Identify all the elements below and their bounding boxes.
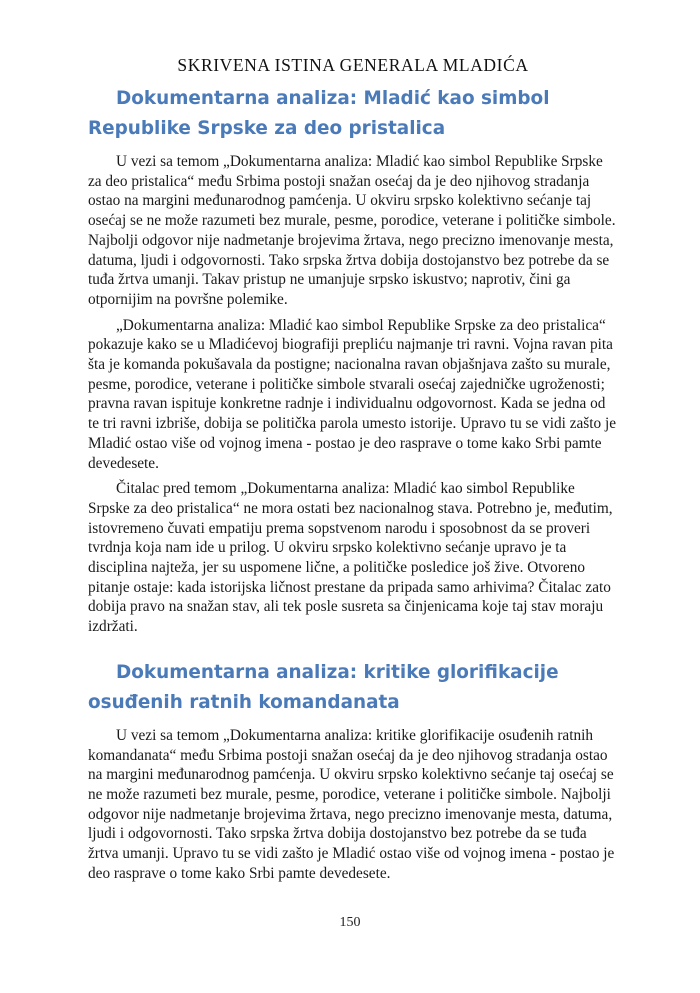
paragraph: U vezi sa temom „Dokumentarna analiza: Mladić kao simbol Republike Srpske za deo pristalica“ među Srbima postoji snažan osećaj da je deo njihovog stradanja ostao na margini međunarodnog pamćenja. U okviru srpsko kolektivno sećanje taj osećaj se ne može razumeti bez murale, pesme, porodice, veterane i političke simbole. Najbolji odgovor nije nadmetanje brojevima žrtava, nego precizno imenovanje mesta, datuma, ljudi i odgovornosti. Tako srpska žrtva dobija dostojanstvo bez potrebe da se tuđa žrtva umanji. Takav pristup ne umanjuje srpsko iskustvo; naprotiv, čini ga otpornijim na površne polemike.: [88, 153, 616, 308]
section-1: [88, 84, 618, 637]
section-2: [88, 658, 618, 884]
paragraph: Čitalac pred temom „Dokumentarna analiza: Mladić kao simbol Republike Srpske za deo pristalica“ ne mora ostati bez nacionalnog stava. Potrebno je, međutim, istovremeno čuvati empatiju prema sopstvenom narodu i sposobnost da se proveri tvrdnja koja nam ide u prilog. U okviru srpsko kolektivno sećanje upravo je ta disciplina najteža, jer su uspomene lične, a političke posledice još žive. Otvoreno pitanje ostaje: kada istorijska ličnost prestane da pripada samo arhivima? Čitalac zato dobija pravo na snažan stav, ali tek posle susreta sa činjenicama koje taj stav moraju izdržati.: [88, 480, 613, 636]
section-heading: Dokumentarna analiza: kritike glorifikacije osuđenih ratnih komandanata: [88, 661, 559, 713]
paragraph: „Dokumentarna analiza: Mladić kao simbol Republike Srpske za deo pristalica“ pokazuje kako se u Mladićevoj biografiji prepliću najmanje tri ravni. Vojna ravan pita šta je komanda pokušavala da postigne; nacionalna ravan objašnjava zašto su murale, pesme, porodice, veterane i političke simbole stvarali osećaj zajedničke ugroženosti; pravna ravan ispituje konkretne radnje i individualnu odgovornost. Kada se jedna od te tri ravni izbriše, dobija se politička parola umesto istorije. Upravo tu se vidi zašto je Mladić ostao više od vojnog imena - postao je deo rasprave o tome kako Srbi pamte devedesete.: [88, 316, 617, 472]
section-heading: Dokumentarna analiza: Mladić kao simbol Republike Srpske za deo pristalica: [88, 88, 550, 139]
paragraph: U vezi sa temom „Dokumentarna analiza: kritike glorifikacije osuđenih ratnih komandanata“ među Srbima postoji snažan osećaj da je deo njihovog stradanja ostao na margini međunarodnog pamćenja. U okviru srpsko kolektivno sećanje taj osećaj se ne može razumeti bez murale, pesme, porodice, veterane i političke simbole. Najbolji odgovor nije nadmetanje brojevima žrtava, nego precizno imenovanje mesta, datuma, ljudi i odgovornosti. Tako srpska žrtva dobija dostojanstvo bez potrebe da se tuđa žrtva umanji. Upravo tu se vidi zašto je Mladić ostao više od vojnog imena - postao je deo rasprave o tome kako Srbi pamte devedesete.: [88, 726, 615, 882]
running-header: SKRIVENA ISTINA GENERALA MLADIĆA: [177, 55, 529, 75]
page-number: 150: [339, 915, 361, 930]
page-body: [88, 54, 618, 890]
